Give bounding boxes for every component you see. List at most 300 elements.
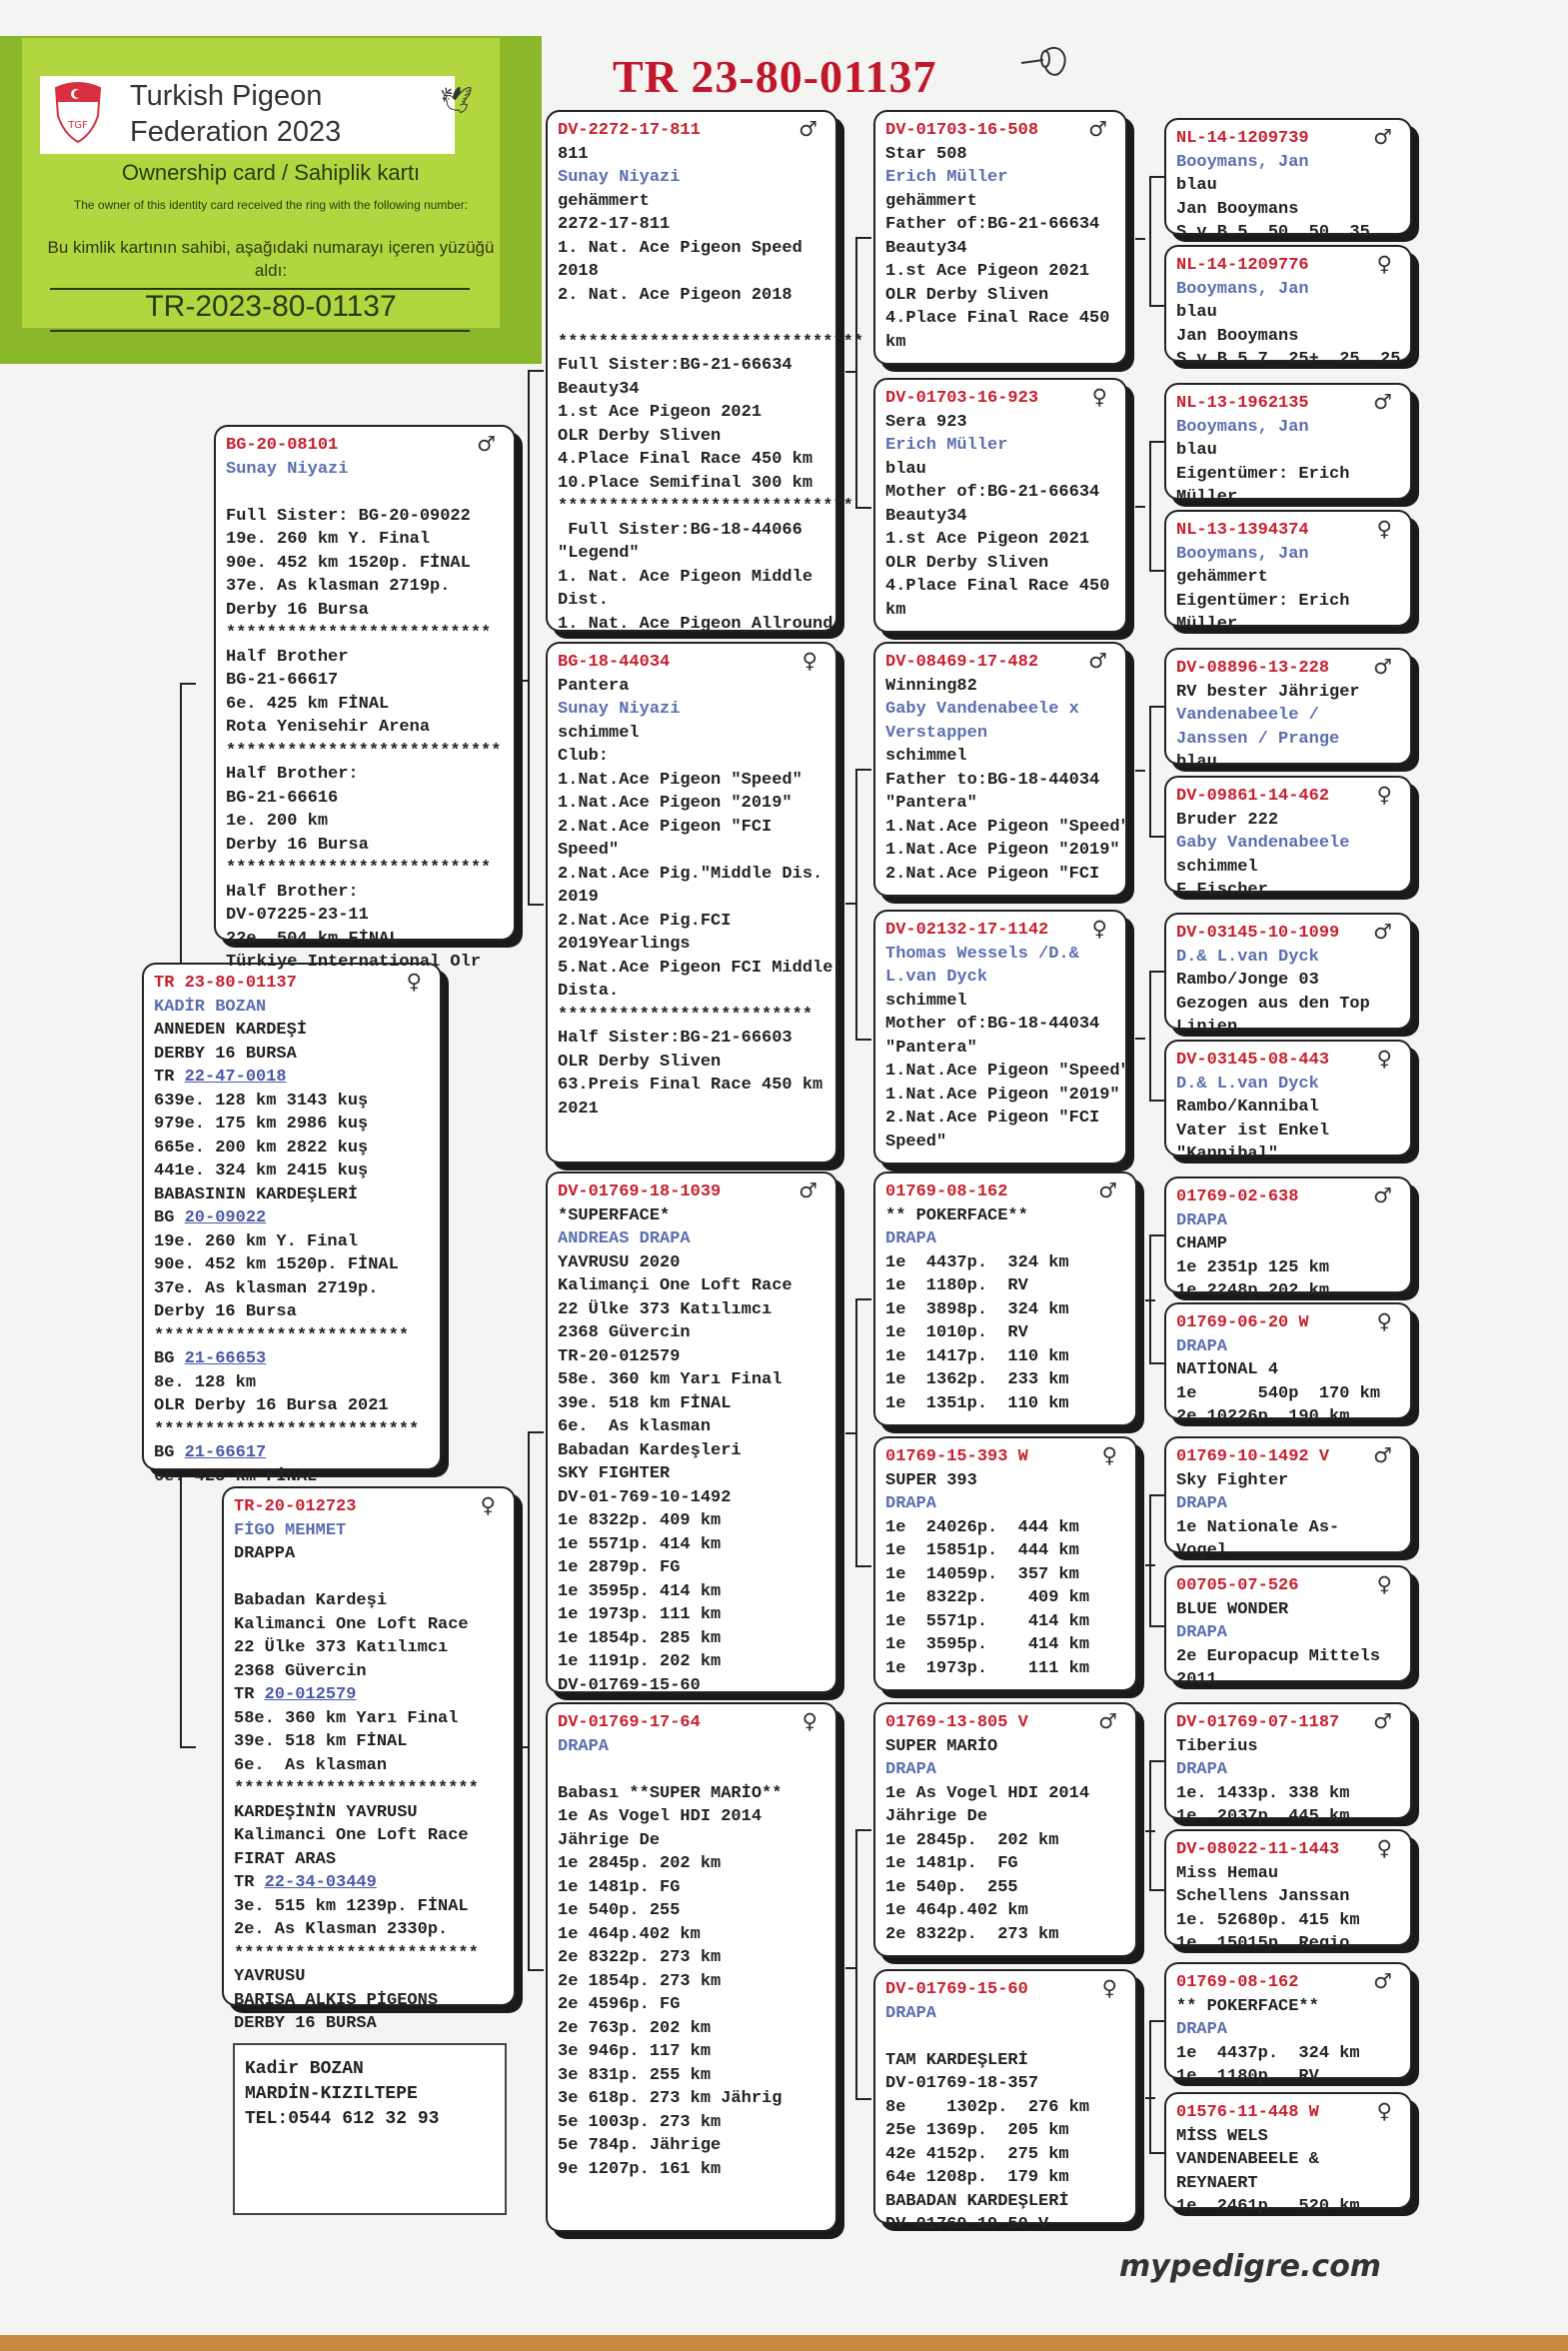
line-text: Janssen / Prange bbox=[1176, 729, 1340, 749]
card-line bbox=[558, 589, 825, 613]
line-text: KADİR BOZAN bbox=[154, 997, 267, 1017]
great-grandparent-card[interactable] bbox=[873, 1969, 1137, 2234]
line-text: Winning82 bbox=[885, 676, 977, 696]
great-great-grandparent-card[interactable] bbox=[1164, 2092, 1412, 2216]
grandparent-card[interactable] bbox=[546, 1702, 837, 2232]
line-text: 58e. 360 km Yarı Final bbox=[234, 1708, 459, 1728]
card-line bbox=[1176, 174, 1400, 198]
card-line bbox=[226, 599, 504, 623]
line-text: Babadan Kardeşleri bbox=[558, 1440, 742, 1460]
line-text: "Pantera" bbox=[885, 1038, 977, 1058]
line-text: gehämmert bbox=[1176, 568, 1268, 587]
great-great-grandparent-card[interactable] bbox=[1164, 510, 1412, 634]
male-icon: ♂ bbox=[798, 1178, 817, 1202]
breeder-name bbox=[1176, 1335, 1400, 1359]
line-text: 39e. 518 km FİNAL bbox=[558, 1393, 732, 1413]
line-text: Kalimanci One Loft Race bbox=[234, 1826, 469, 1845]
connector-great-grandparent bbox=[1149, 176, 1165, 307]
line-text: 1e 2461p. 520 km bbox=[1176, 2197, 1360, 2216]
line-text: 1e 1481p. FG bbox=[885, 1854, 1018, 1873]
male-icon: ♂ bbox=[477, 432, 496, 456]
line-text: TR bbox=[154, 1068, 185, 1087]
line-text: 8e 1302p. 276 km bbox=[885, 2097, 1090, 2117]
federation-line-1: Turkish Pigeon bbox=[130, 80, 323, 112]
line-text: 1e 4437p. 324 km bbox=[885, 1252, 1069, 1272]
line-text: OLR Derby Sliven bbox=[558, 426, 722, 446]
line-text: gehämmert bbox=[885, 191, 977, 211]
line-text: BARIŞA ALKIŞ PİGEONS bbox=[234, 1990, 439, 2010]
card-line bbox=[558, 722, 825, 746]
card-line bbox=[558, 2134, 825, 2158]
great-great-grandparent-card[interactable] bbox=[1164, 913, 1412, 1037]
card-line bbox=[226, 669, 504, 693]
ring-number: NL-13-1962135 bbox=[1176, 394, 1309, 413]
line-text: Half Brother: bbox=[226, 765, 359, 784]
card-line bbox=[154, 1253, 430, 1277]
great-great-grandparent-card[interactable] bbox=[1164, 1176, 1412, 1300]
card-line bbox=[234, 1824, 504, 1848]
line-text: F.Fischer bbox=[1176, 881, 1268, 900]
leg-ring-icon bbox=[1019, 35, 1069, 85]
card-line bbox=[885, 1037, 1115, 1061]
line-text: Gaby Vandenabeele bbox=[1176, 834, 1350, 853]
line-text: 1e 2879p. FG bbox=[558, 1558, 681, 1577]
line-text: 42e 4152p. 275 km bbox=[885, 2144, 1069, 2164]
owner-box bbox=[233, 2043, 507, 2215]
card-line bbox=[226, 834, 504, 858]
line-text: BG-21-66617 bbox=[226, 671, 339, 690]
line-text: Jan Booymans bbox=[1176, 326, 1299, 346]
line-text: DERBY 16 BURSA bbox=[154, 1044, 297, 1064]
card-line bbox=[558, 1899, 825, 1923]
ring-number: BG-18-44034 bbox=[558, 653, 671, 672]
card-line bbox=[234, 2012, 504, 2036]
line-text: 2368 Güvercin bbox=[558, 1323, 691, 1342]
card-line bbox=[885, 2143, 1125, 2167]
card-line bbox=[226, 505, 504, 529]
ring-number: DV-03145-10-1099 bbox=[1176, 924, 1340, 943]
card-line bbox=[1176, 1232, 1400, 1256]
card-line bbox=[885, 1084, 1120, 1108]
subject-card[interactable] bbox=[142, 963, 442, 1486]
line-text: BG bbox=[154, 1443, 185, 1462]
grandparent-card[interactable] bbox=[546, 642, 837, 1164]
line-text: Jährige De bbox=[885, 1807, 988, 1826]
card-line bbox=[558, 1923, 825, 1947]
card-line bbox=[885, 1368, 1125, 1392]
line-text: schimmel bbox=[558, 723, 640, 743]
card-line bbox=[558, 1805, 825, 1829]
card-line bbox=[885, 481, 1115, 505]
line-text: Vogel bbox=[1176, 1541, 1228, 1560]
card-line bbox=[154, 1394, 430, 1418]
page-title: TR 23-80-01137 bbox=[613, 51, 937, 102]
line-text: YAVRUSU bbox=[234, 1967, 306, 1986]
male-icon: ♂ bbox=[1088, 117, 1107, 141]
line-text: 4.Place Final Race 450 bbox=[885, 309, 1110, 328]
card-line bbox=[885, 1923, 1125, 1947]
line-text: D.& L.van Dyck bbox=[1176, 1074, 1319, 1094]
ring-number: DV-01703-16-508 bbox=[885, 121, 1039, 140]
line-text: "Kannibal" bbox=[1176, 1145, 1279, 1164]
card-line bbox=[558, 745, 825, 769]
ring-number: DV-01703-16-923 bbox=[885, 389, 1039, 408]
card-line bbox=[1176, 993, 1400, 1017]
line-text: Vater ist Enkel bbox=[1176, 1121, 1330, 1141]
card-line bbox=[1176, 1668, 1400, 1692]
great-grandparent-card[interactable] bbox=[873, 1702, 1137, 1957]
line-text: Half Sister:BG-21-66603 bbox=[558, 1029, 792, 1048]
line-text: BABASININ KARDEŞLERİ bbox=[154, 1184, 359, 1204]
ring-number: DV-08469-17-482 bbox=[885, 653, 1039, 672]
breeder-name bbox=[1176, 1758, 1400, 1782]
line-text: blau bbox=[885, 459, 926, 479]
line-text: 1e 2845p. 202 km bbox=[558, 1854, 722, 1873]
line-text: Beauty34 bbox=[558, 379, 640, 399]
line-text: ************************ bbox=[234, 1943, 479, 1963]
line-text: Verstappen bbox=[885, 723, 988, 743]
line-text: ** POKERFACE** bbox=[1176, 1996, 1319, 2016]
line-text: ************************* bbox=[154, 1325, 410, 1345]
female-icon: ♀ bbox=[1376, 1309, 1392, 1333]
card-line bbox=[558, 1098, 825, 1122]
card-line bbox=[1176, 301, 1400, 325]
line-text: 1.Nat.Ace Pigeon "Speed" bbox=[558, 770, 802, 790]
line-text: blau bbox=[1176, 303, 1217, 322]
line-text: Gaby Vandenabeele x bbox=[885, 700, 1079, 719]
line-text: DRAPA bbox=[558, 1736, 610, 1756]
card-line bbox=[558, 307, 825, 331]
line-text: DRAPA bbox=[885, 2003, 937, 2023]
line-text: Rota Yenisehir Arena bbox=[226, 718, 431, 737]
federation-title bbox=[130, 78, 341, 150]
card-line bbox=[558, 1580, 825, 1604]
female-icon: ♀ bbox=[480, 1493, 496, 1517]
line-text: DRAPA bbox=[1176, 1760, 1228, 1779]
card-rule-bottom bbox=[50, 330, 470, 332]
grandparent-card[interactable] bbox=[546, 110, 864, 634]
line-text: 22 Ülke 373 Katılımcı bbox=[234, 1638, 449, 1657]
line-text: Babası **SUPER MARİO** bbox=[558, 1783, 783, 1803]
line-text: 2.Nat.Ace Pigeon "FCI bbox=[885, 1109, 1100, 1128]
ring-link[interactable]: 22-47-0018 bbox=[184, 1068, 287, 1087]
male-icon: ♂ bbox=[1373, 125, 1392, 149]
great-great-grandparent-card[interactable] bbox=[1164, 383, 1412, 507]
card-line bbox=[1176, 1805, 1400, 1829]
line-text: DV-01769-19-50 V bbox=[885, 2215, 1049, 2234]
ring-number: DV-02132-17-1142 bbox=[885, 921, 1049, 940]
line-text: 1e. 200 km bbox=[226, 812, 329, 831]
ring-number: 01769-08-162 bbox=[1176, 1973, 1299, 1992]
line-text: 1e 2845p. 202 km bbox=[885, 1830, 1059, 1850]
line-text: Erich Müller bbox=[885, 168, 1008, 187]
line-text: 39e. 518 km FİNAL bbox=[234, 1732, 408, 1751]
card-line bbox=[1176, 2148, 1400, 2172]
connector-grandparent bbox=[855, 1829, 871, 2100]
card-line bbox=[558, 1004, 825, 1028]
card-line bbox=[885, 2096, 1125, 2120]
great-great-grandparent-card[interactable] bbox=[1164, 1829, 1412, 1953]
ring-link[interactable]: 22-34-03449 bbox=[264, 1873, 377, 1892]
card-line bbox=[1176, 2195, 1400, 2219]
line-text: 2e 1854p. 273 km bbox=[558, 1971, 722, 1991]
line-text: 8e. 128 km bbox=[154, 1372, 257, 1392]
great-grandparent-card[interactable] bbox=[873, 1436, 1137, 1691]
connector-grandparent bbox=[855, 237, 871, 509]
great-grandparent-card[interactable] bbox=[873, 642, 1130, 897]
card-line bbox=[558, 1509, 825, 1533]
line-text: NATİONAL 4 bbox=[1176, 1360, 1279, 1379]
line-text: 19e. 260 km Y. Final bbox=[154, 1231, 359, 1251]
line-text: Speed" bbox=[885, 1132, 947, 1152]
card-line bbox=[558, 1321, 825, 1345]
line-text: 19e. 260 km Y. Final bbox=[226, 530, 431, 549]
grandparent-card[interactable] bbox=[546, 1172, 837, 1693]
card-line bbox=[558, 1970, 825, 1994]
ring-link[interactable]: 21-66653 bbox=[184, 1349, 267, 1368]
great-grandparent-card[interactable] bbox=[873, 378, 1127, 633]
line-text: 1e 1180p. RV bbox=[1176, 2067, 1319, 2086]
line-text: 1e 3595p. 414 km bbox=[885, 1635, 1090, 1654]
line-text: Kalimanci One Loft Race bbox=[234, 1614, 469, 1634]
female-icon: ♀ bbox=[1101, 1443, 1117, 1467]
card-line bbox=[558, 1074, 825, 1098]
line-text: Tiberius bbox=[1176, 1736, 1258, 1756]
line-text: Sunay Niyazi bbox=[558, 168, 681, 187]
card-line bbox=[1176, 1782, 1400, 1806]
logo-text: TGF bbox=[68, 120, 88, 131]
connector-stub bbox=[845, 1967, 857, 1969]
line-text: 1e. 1433p. 338 km bbox=[1176, 1783, 1350, 1803]
breeder-name bbox=[1176, 278, 1400, 302]
card-line bbox=[885, 1633, 1125, 1657]
card-line bbox=[1176, 1358, 1400, 1382]
card-line bbox=[885, 1586, 1125, 1610]
card-line bbox=[885, 599, 1115, 623]
line-text: 2019Yearlings bbox=[558, 935, 691, 954]
card-line bbox=[234, 1918, 504, 1942]
card-line bbox=[885, 1469, 1125, 1493]
connector-stub bbox=[845, 1432, 857, 1434]
line-text: 22e. 504 km FİNAL bbox=[226, 929, 400, 949]
great-great-grandparent-card[interactable] bbox=[1164, 1962, 1412, 2086]
card-line bbox=[885, 1274, 1125, 1298]
card-line bbox=[226, 787, 504, 811]
card-line bbox=[885, 1345, 1125, 1369]
connector-stub bbox=[1145, 1564, 1155, 1566]
breeder-name bbox=[1176, 1209, 1400, 1233]
card-line bbox=[1176, 2172, 1400, 2196]
line-text: *************************** bbox=[226, 741, 502, 761]
ring-link[interactable]: 21-66617 bbox=[184, 1443, 267, 1462]
line-text: 1e Nationale As- bbox=[1176, 1517, 1340, 1537]
card-line bbox=[234, 1754, 504, 1778]
line-text: 37e. As klasman 2719p. bbox=[226, 577, 451, 596]
card-line bbox=[154, 1324, 430, 1348]
line-text: DERBY 16 BURSA bbox=[234, 2014, 377, 2033]
line-text: 2e 763p. 202 km bbox=[558, 2018, 712, 2038]
owner-name: Kadir BOZAN bbox=[245, 2059, 364, 2079]
card-line bbox=[558, 1392, 825, 1416]
great-grandparent-card[interactable] bbox=[873, 1172, 1137, 1426]
line-text: Full Sister: BG-20-09022 bbox=[226, 506, 471, 526]
female-icon: ♀ bbox=[1376, 1836, 1392, 1860]
ring-number: DV-03145-08-443 bbox=[1176, 1051, 1330, 1070]
card-line bbox=[885, 1131, 1115, 1155]
line-text: 1e 1417p. 110 km bbox=[885, 1346, 1069, 1366]
great-great-grandparent-card[interactable] bbox=[1164, 776, 1412, 900]
card-line bbox=[226, 552, 504, 576]
card-line bbox=[558, 863, 825, 887]
line-text: D.& L.van Dyck bbox=[1176, 947, 1319, 967]
card-line bbox=[1176, 1016, 1400, 1040]
card-line bbox=[885, 1539, 1125, 1563]
card-line bbox=[154, 1465, 430, 1489]
card-line bbox=[885, 260, 1115, 284]
line-text: 1e 3898p. 324 km bbox=[885, 1299, 1069, 1319]
card-line bbox=[885, 552, 1115, 576]
male-icon: ♂ bbox=[1373, 1443, 1392, 1467]
line-text: Derby 16 Bursa bbox=[226, 835, 369, 855]
card-line bbox=[558, 260, 825, 284]
connector-stub bbox=[516, 1746, 530, 1748]
line-text: blau bbox=[1176, 441, 1217, 460]
line-text: 64e 1208p. 179 km bbox=[885, 2168, 1069, 2187]
line-text: 3e 831p. 255 km bbox=[558, 2065, 712, 2085]
great-great-grandparent-card[interactable] bbox=[1164, 648, 1412, 772]
female-icon: ♀ bbox=[1376, 1047, 1392, 1071]
ring-number: NL-13-1394374 bbox=[1176, 521, 1309, 540]
line-text: Babadan Kardeşi bbox=[234, 1591, 388, 1610]
card-line bbox=[558, 910, 825, 934]
great-great-grandparent-card[interactable] bbox=[1164, 118, 1412, 242]
card-line bbox=[558, 495, 853, 519]
card-line bbox=[558, 1852, 825, 1876]
line-text: "Legend" bbox=[558, 544, 640, 563]
line-text: DRAPA bbox=[1176, 1210, 1228, 1230]
great-great-grandparent-card[interactable] bbox=[1164, 1436, 1412, 1560]
card-line bbox=[154, 1277, 430, 1301]
line-text: 90e. 452 km 1520p. FİNAL bbox=[154, 1255, 399, 1274]
card-line bbox=[234, 1895, 504, 1919]
line-text: *SUPERFACE* bbox=[558, 1205, 671, 1225]
card-line bbox=[1176, 969, 1400, 993]
card-line bbox=[234, 1566, 504, 1590]
line-text: Full Sister:BG-21-66634 bbox=[558, 356, 792, 375]
line-text: 3e 946p. 117 km bbox=[558, 2042, 712, 2061]
line-text: 6e. 425 km FİNAL bbox=[154, 1466, 318, 1486]
card-line bbox=[234, 1660, 504, 1684]
line-text: FİGO MEHMET bbox=[234, 1520, 347, 1540]
card-line bbox=[885, 505, 1115, 529]
great-great-grandparent-card[interactable] bbox=[1164, 1302, 1412, 1426]
great-grandparent-card[interactable] bbox=[873, 110, 1127, 365]
card-line bbox=[1176, 1645, 1400, 1669]
breeder-name bbox=[885, 166, 1115, 190]
line-text: BABADAN KARDEŞLERİ bbox=[885, 2191, 1069, 2211]
great-great-grandparent-card[interactable] bbox=[1164, 1040, 1412, 1164]
line-text: Kalimançi One Loft Race bbox=[558, 1276, 792, 1295]
ring-link[interactable]: 20-09022 bbox=[184, 1208, 267, 1227]
line-text: Sky Fighter bbox=[1176, 1470, 1289, 1490]
card-line bbox=[558, 2158, 825, 2182]
card-line bbox=[226, 740, 504, 764]
ring-link[interactable]: 20-012579 bbox=[264, 1685, 357, 1704]
card-line bbox=[1176, 1932, 1400, 1956]
card-line bbox=[558, 1415, 825, 1439]
connector-stub bbox=[1145, 1299, 1155, 1301]
ring-number: 01769-15-393 W bbox=[885, 1447, 1028, 1466]
great-grandparent-card[interactable] bbox=[873, 910, 1130, 1165]
card-line bbox=[226, 951, 504, 975]
line-text: Derby 16 Bursa bbox=[154, 1302, 297, 1321]
line-text: DRAPA bbox=[885, 1760, 937, 1779]
ring-number: 01769-13-805 V bbox=[885, 1713, 1028, 1732]
connector-stub bbox=[1145, 1830, 1155, 1832]
ring-number: 01576-11-448 W bbox=[1176, 2103, 1319, 2122]
card-line bbox=[885, 1899, 1125, 1923]
breeder-name bbox=[885, 434, 1115, 458]
line-text: blau bbox=[1176, 753, 1217, 772]
sire-card[interactable] bbox=[214, 425, 516, 972]
female-icon: ♀ bbox=[1091, 385, 1107, 409]
line-text: 979e. 175 km 2986 kuş bbox=[154, 1115, 369, 1134]
card-line bbox=[558, 2040, 825, 2064]
great-great-grandparent-card[interactable] bbox=[1164, 1565, 1412, 1689]
line-text: 2e 8322p. 273 km bbox=[885, 1924, 1059, 1944]
card-line bbox=[885, 863, 1115, 887]
line-text: 5e 1003p. 273 km bbox=[558, 2112, 722, 2132]
card-line bbox=[558, 1650, 825, 1674]
ring-number: DV-2272-17-811 bbox=[558, 121, 701, 140]
great-great-grandparent-card[interactable] bbox=[1164, 245, 1412, 369]
card-line bbox=[558, 542, 825, 566]
line-text: 22 Ülke 373 Katılımcı bbox=[558, 1299, 773, 1319]
line-text: 1e As Vogel HDI 2014 bbox=[885, 1783, 1090, 1803]
card-line bbox=[226, 904, 504, 928]
card-line bbox=[154, 1183, 430, 1207]
card-line bbox=[558, 2111, 825, 2135]
female-icon: ♀ bbox=[1101, 1976, 1117, 2000]
line-text: 2e. As Klasman 2330p. bbox=[234, 1920, 449, 1939]
breeder-name bbox=[1176, 543, 1400, 567]
card-line bbox=[558, 425, 825, 449]
card-line bbox=[226, 763, 504, 787]
card-line bbox=[558, 792, 825, 816]
line-text: REYNAERT bbox=[1176, 2173, 1258, 2193]
line-text: 1. Nat. Ace Pigeon Middle bbox=[558, 567, 813, 587]
ring-number: NL-14-1209739 bbox=[1176, 129, 1309, 148]
card-line bbox=[558, 1603, 825, 1627]
card-line bbox=[558, 1946, 825, 1970]
card-line bbox=[558, 1993, 825, 2017]
line-text: S.v.B.5.7 25+ 25 25 bbox=[1176, 350, 1401, 369]
line-text: 6e. 425 km FİNAL bbox=[226, 694, 390, 714]
line-text: YAVRUSU 2020 bbox=[558, 1252, 681, 1272]
dam-card[interactable] bbox=[222, 1486, 516, 2033]
line-text: 1e 5571p. 414 km bbox=[558, 1534, 722, 1554]
line-text: 2021 bbox=[558, 1099, 599, 1119]
great-great-grandparent-card[interactable] bbox=[1164, 1702, 1412, 1826]
card-line bbox=[234, 1636, 504, 1660]
card-line bbox=[885, 839, 1120, 863]
card-line bbox=[558, 237, 825, 261]
card-line bbox=[558, 1439, 825, 1463]
line-text: SKY FIGHTER bbox=[558, 1464, 671, 1483]
female-icon: ♀ bbox=[406, 970, 422, 994]
connector-great-grandparent bbox=[1149, 971, 1165, 1102]
line-text: 2.Nat.Ace Pigeon "FCI bbox=[558, 817, 773, 837]
